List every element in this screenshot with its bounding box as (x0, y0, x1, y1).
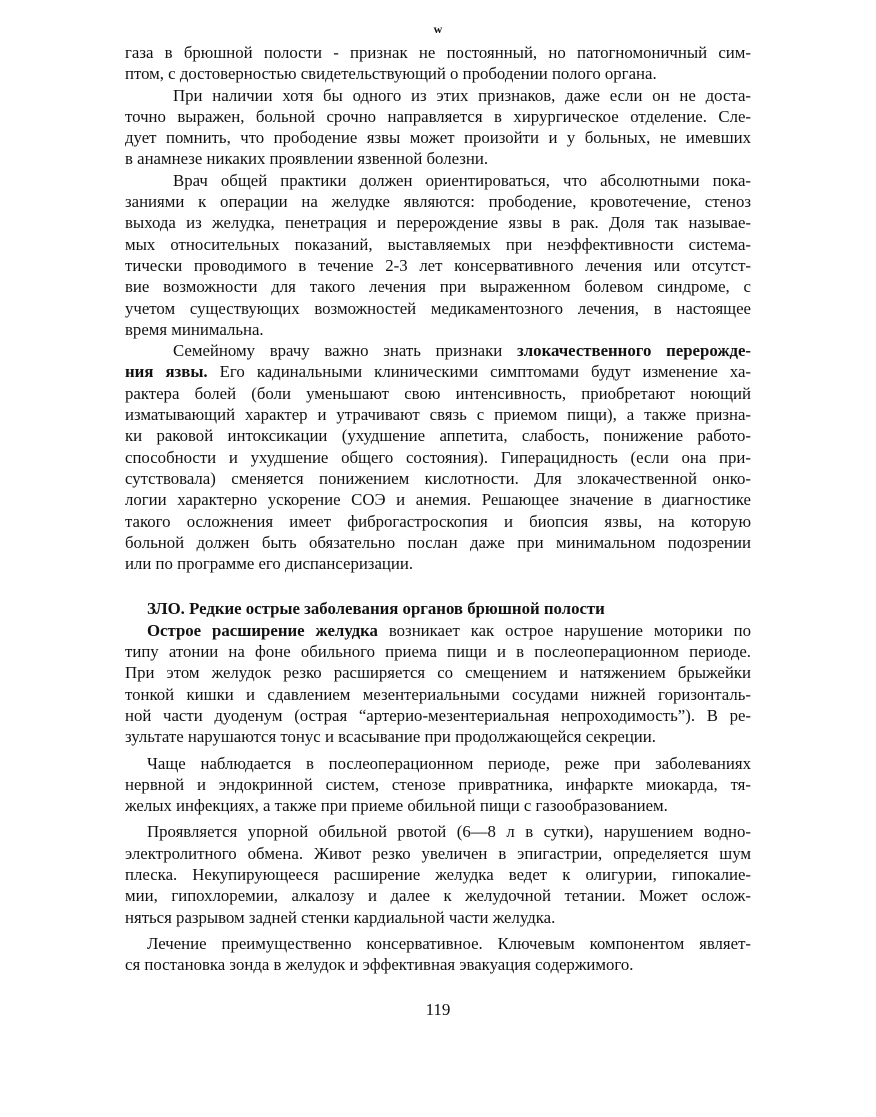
bold-term: ния язвы. (125, 362, 208, 382)
text-line: такого осложнения имеет фиброгастроскопия и биопсия язвы, на которую (125, 511, 751, 531)
text-line: При этом желудок резко расширяется со смещением и натяжением брыжейки (125, 663, 751, 683)
text-line: ся постановка зонда в желудок и эффективная эвакуация содержимого. (125, 955, 634, 975)
text-line: ной части дуоденум (острая “артерио-мезентериальная непроходимость”). В ре- (125, 705, 751, 725)
paragraph-5 (125, 620, 751, 748)
text-line (125, 620, 751, 641)
paragraph-7 (125, 821, 751, 927)
paragraph-4 (125, 340, 751, 574)
text-line: сутствовала) сменяется понижением кислотности. Для злокачественной онко- (125, 468, 751, 488)
text-line: учетом существующих возможностей медикаментозного лечения, в настоящее (125, 298, 751, 318)
text-line: При наличии хотя бы одного из этих признаков, даже если он не доста- (173, 85, 751, 105)
text-line: точно выражен, больной срочно направляется в хирургическое отделение. Сле- (125, 106, 751, 126)
text-line: Лечение преимущественно консервативное. Ключевым компонентом являет- (147, 933, 751, 953)
text-line: время минимальна. (125, 319, 264, 339)
text-line: больной должен быть обязательно послан даже при минимальном подозрении (125, 532, 751, 552)
text-line: газа в брюшной полости - признак не постоянный, но патогномоничный сим- (125, 43, 751, 62)
paragraph-1 (125, 42, 751, 85)
bold-term: злокачественного перерожде- (517, 341, 752, 361)
text-line: Чаще наблюдается в послеоперационном периоде, реже при заболеваниях (147, 753, 751, 773)
text-line: желых инфекциях, а также при приеме обильной пищи с газообразованием. (125, 796, 668, 816)
text-run: Семейному врачу важно знать признаки (173, 341, 518, 361)
text-line: выхода из желудка, пенетрация и перерождение язвы в рак. Доля так называе- (125, 213, 751, 233)
text-line: плеска. Некупирующееся расширение желудка ведет к олигурии, гипокалие- (125, 864, 751, 884)
text-line: няться разрывом задней стенки кардиальной части желудка. (125, 907, 556, 927)
text-run: возникает как острое нарушение моторики по (377, 620, 751, 640)
text-line: зультате нарушаются тонус и всасывание при продолжающейся секреции. (125, 727, 656, 747)
text-line: дует помнить, что прободение язвы может произойти и у больных, не имевших (125, 128, 751, 148)
text-line: типу атонии на фоне обильного приема пищи и в послеоперационном периоде. (125, 642, 751, 662)
text-line: Врач общей практики должен ориентироваться, что абсолютными пока- (173, 170, 751, 190)
text-line: в анамнезе никаких проявлении язвенной болезни. (125, 149, 489, 169)
text-line: Проявляется упорной обильной рвотой (6—8 л в сутки), нарушением водно- (147, 822, 751, 842)
text-line: электролитного обмена. Живот резко увеличен в эпигастрии, определяется шум (125, 843, 751, 863)
text-line: заниями к операции на желудке являются: прободение, кровотечение, стеноз (125, 192, 751, 212)
text-line: мии, гипохлоремии, алкалозу и далее к желудочной тетании. Может ослож- (125, 886, 751, 906)
section-heading: ЗЛО. Редкие острые заболевания органов брюшной полости (147, 599, 605, 619)
text-line: способности и ухудшение общего состояния). Гиперацидность (если она при- (125, 447, 751, 467)
text-line (125, 361, 751, 382)
text-line: птом, с достоверностью свидетельствующий о прободении полого органа. (125, 64, 657, 84)
text-line: тонкой кишки и сдавлением мезентериальными сосудами нижней горизонталь- (125, 684, 751, 704)
text-line: изматывающий характер и утрачивают связь с приемом пищи), а также призна- (125, 405, 751, 425)
paragraph-3 (125, 170, 751, 340)
page-number: 119 (425, 1000, 451, 1019)
paragraph-6 (125, 753, 751, 817)
text-line: тически проводимого в течение 2-3 лет консервативного лечения или отсутст- (125, 255, 751, 275)
text-line: логии характерно ускорение СОЭ и анемия. Решающее значение в диагностике (125, 490, 751, 510)
text-line: вие возможности для такого лечения при выраженном болевом синдроме, с (125, 277, 751, 297)
text-line: или по программе его диспансеризации. (125, 554, 414, 574)
text-line: ки раковой интоксикации (ухудшение аппетита, слабость, понижение работо- (125, 426, 751, 446)
page-body (125, 42, 751, 975)
bold-term: Острое расширение желудка (147, 620, 378, 640)
paragraph-8 (125, 933, 751, 976)
text-line: нервной и эндокринной систем, стенозе привратника, инфаркте миокарда, тя- (125, 774, 751, 794)
text-line (125, 340, 751, 361)
text-line: рактера болей (боли уменьшают свою интенсивность, приобретают ноющий (125, 383, 751, 403)
paragraph-2 (125, 85, 751, 170)
text-run: Его кадинальными клиническими симптомами будут изменение ха- (207, 362, 752, 382)
text-line: мых относительных показаний, выставляемых при неэффективности системa- (125, 234, 751, 254)
header-mark: w (433, 22, 443, 36)
